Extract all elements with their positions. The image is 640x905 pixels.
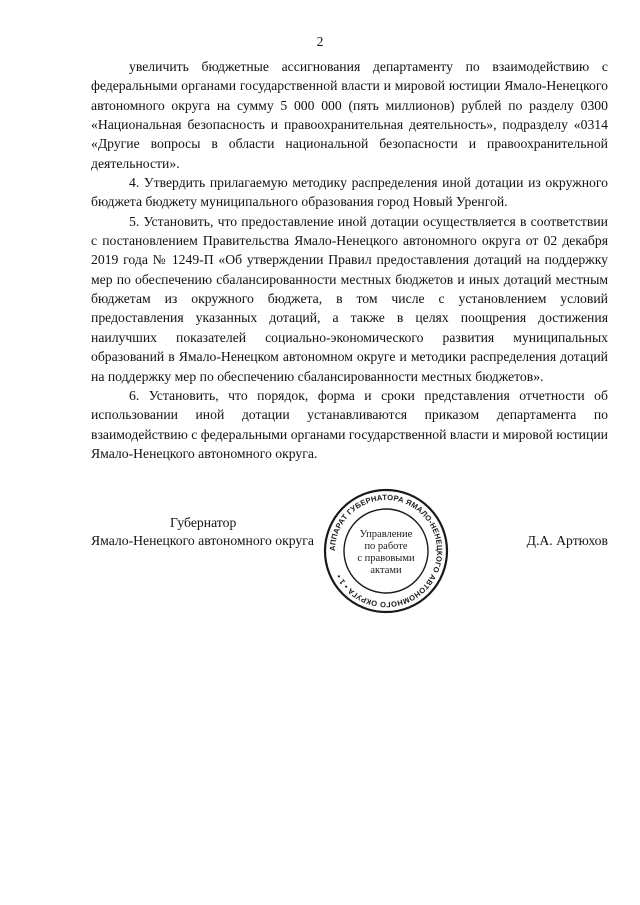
stamp-center-line-4: актами — [370, 565, 402, 576]
stamp-center-line-3: с правовыми — [357, 553, 415, 564]
stamp-ring-text: АППАРАТ ГУБЕРНАТОРА ЯМАЛО-НЕНЕЦКОГО АВТОНОМНОГО ОКРУГА • 1 • — [327, 492, 445, 610]
document-body — [91, 57, 608, 463]
stamp-center-line-2: по работе — [364, 541, 408, 552]
stamp-graphic — [322, 487, 450, 615]
signatory-name: Д.А. Артюхов — [526, 533, 608, 548]
signatory-organization: Ямало-Ненецкого автономного округа — [91, 533, 314, 548]
stamp-center-line-1: Управление — [359, 529, 413, 540]
paragraph-continuation: увеличить бюджетные ассигнования департаменту по взаимодействию с федеральными органами государственной власти и мировой юстиции Ямало-Ненецкого автономного округа на сумму 5 000 000 (пять миллионов) рублей по разделу 0300 «Национальная безопасность и правоохранительная деятельность», подразделу «0314 «Другие вопросы в области национальной безопасности и правоохранительной деятельности». — [91, 59, 608, 171]
signature-block — [0, 515, 640, 605]
official-stamp — [322, 487, 450, 615]
paragraph-item-6: 6. Установить, что порядок, форма и сроки представления отчетности об использовании иной дотации устанавливаются приказом департамента по взаимодействию с федеральными органами государственной власти и мировой юстиции Ямало-Ненецкого автономного округа. — [91, 387, 608, 461]
paragraph-item-5: 5. Установить, что предоставление иной дотации осуществляется в соответствии с постановлением Правительства Ямало-Ненецкого автономного округа от 02 декабря 2019 года № 1249-П «Об утверждении Правил предоставления дотаций на поддержку мер по обеспечению сбалансированности местных бюджетов и иных дотаций местным бюджетам из окружного бюджета, в том числе с установлением условий предоставления указанных дотаций, а также в целях поощрения достижения наилучших показателей социально-экономического развития муниципальных образований в Ямало-Ненецком автономном округе и методики распределения дотаций на поддержку мер по обеспечению сбалансированности местных бюджетов». — [91, 213, 608, 384]
paragraph-item-4: 4. Утвердить прилагаемую методику распределения иной дотации из окружного бюджета бюджету муниципального образования город Новый Уренгой. — [91, 175, 608, 210]
page-number: 2 — [316, 34, 324, 49]
signatory-title: Губернатор — [170, 515, 237, 530]
